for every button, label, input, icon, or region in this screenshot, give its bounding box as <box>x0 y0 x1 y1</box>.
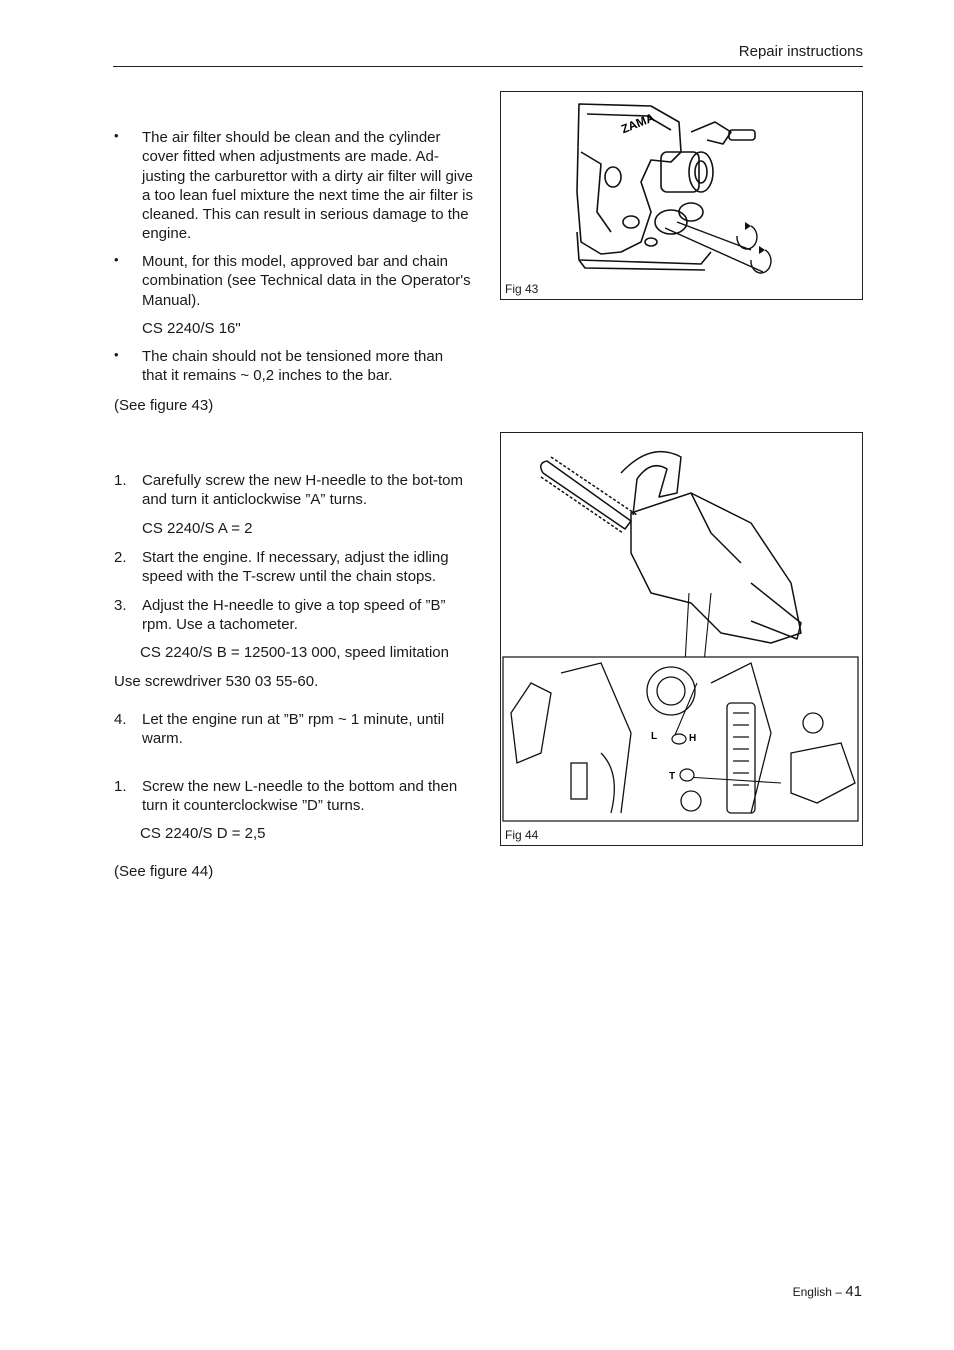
h-step-3: Adjust the H-needle to give a top speed of ”B” rpm. Use a tachometer. <box>142 597 446 634</box>
bullet-marker: • <box>114 252 119 267</box>
l-step-1-spec: CS 2240/S D = 2,5 <box>140 825 266 842</box>
h-step-2-number: 2. <box>114 549 127 566</box>
zama-logo-text: ZAMA <box>619 110 657 137</box>
h-step-1-number: 1. <box>114 472 127 489</box>
screw-label-t: T <box>669 771 676 782</box>
screwdriver-note: Use screwdriver 530 03 55-60. <box>114 673 319 690</box>
t-screw-marker <box>680 769 694 781</box>
carburettor-illustration <box>501 92 862 299</box>
h-step-1: Carefully screw the new H-needle to the bot-tom and turn it anticlockwise ”A” turns. <box>142 472 463 509</box>
figure-44-label: Fig 44 <box>505 828 539 842</box>
h-step-3-number: 3. <box>114 597 127 614</box>
h-step-1-spec: CS 2240/S A = 2 <box>142 520 253 537</box>
h-step-4: Let the engine run at ”B” rpm ~ 1 minute, until warm. <box>142 711 445 748</box>
page-header-title: Repair instructions <box>738 43 863 60</box>
screw-label-h: H <box>689 733 697 744</box>
bullet-air-filter: The air filter should be clean and the cylinder cover fitted when adjustments are made. Ad-justing the carburettor with a dirty air filter will give a too lean fuel mixture the next time the air filter is cleaned. This can result in serious damage to the engine. <box>142 129 473 243</box>
h-step-4-number: 4. <box>114 711 127 728</box>
bar-spec: CS 2240/S 16" <box>142 320 241 337</box>
bullet-marker: • <box>114 128 119 143</box>
page-footer <box>793 1283 862 1300</box>
bullet-bar-chain: Mount, for this model, approved bar and chain combination (see Technical data in the Operator's Manual). <box>142 253 471 309</box>
bullet-marker: • <box>114 347 119 362</box>
footer-dash: – <box>831 1285 846 1299</box>
l-step-1-number: 1. <box>114 778 127 795</box>
header-rule <box>113 66 863 67</box>
l-needle-marker <box>672 734 686 744</box>
h-step-2: Start the engine. If necessary, adjust the idling speed with the T-screw until the chain stops. <box>142 549 449 586</box>
bullet-chain-tension: The chain should not be tensioned more than that it remains ~ 0,2 inches to the bar. <box>142 348 444 385</box>
see-figure-44: (See figure 44) <box>114 863 214 880</box>
footer-language: English <box>792 1285 832 1299</box>
l-step-1: Screw the new L-needle to the bottom and then turn it counterclockwise ”D” turns. <box>142 778 458 815</box>
figure-44 <box>500 432 863 846</box>
figure-43 <box>500 91 863 300</box>
see-figure-43: (See figure 43) <box>114 397 214 414</box>
h-step-3-spec: CS 2240/S B = 12500-13 000, speed limitation <box>140 644 449 661</box>
figure-43-label: Fig 43 <box>505 282 539 296</box>
screw-label-l: L <box>651 731 658 742</box>
page-number: 41 <box>845 1283 862 1300</box>
chainsaw-illustration <box>501 433 862 845</box>
